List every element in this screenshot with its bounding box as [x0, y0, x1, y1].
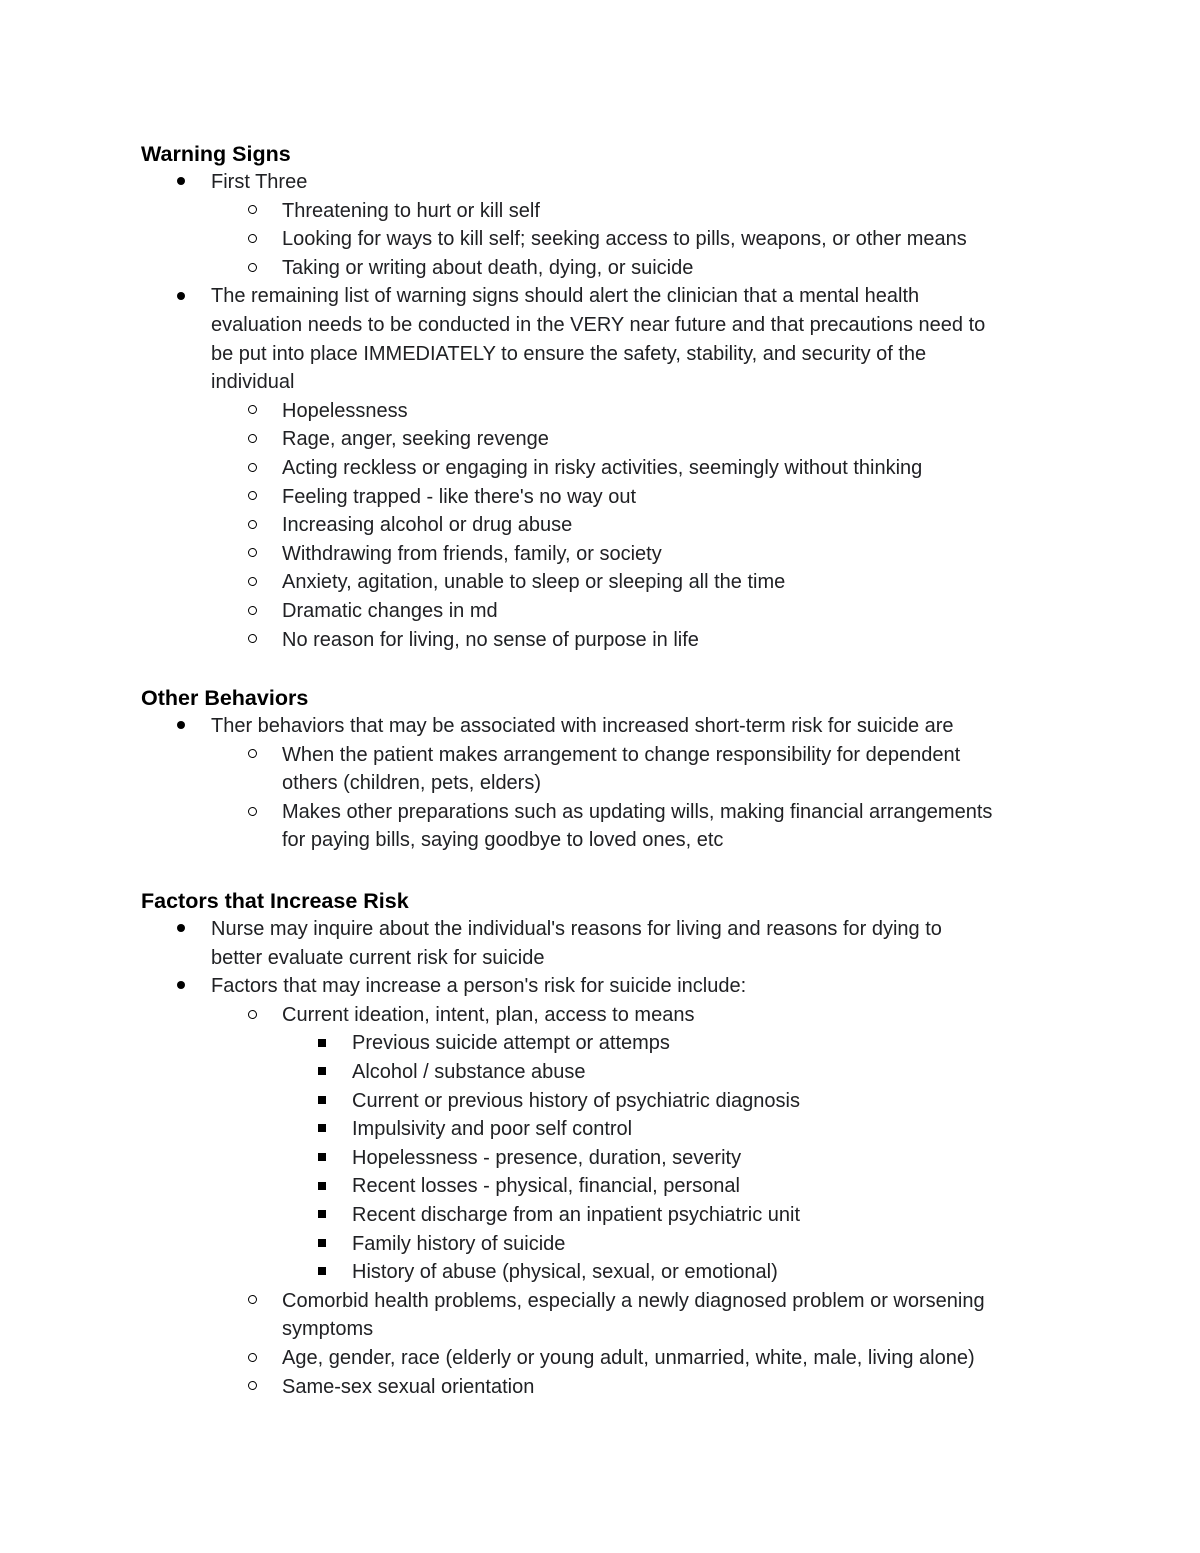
bullet-dot-icon — [171, 972, 191, 1001]
bullet-circle-icon — [242, 540, 262, 569]
list-item: Dramatic changes in md — [141, 597, 1071, 626]
bullet-circle-icon — [242, 197, 262, 226]
list-item: Ther behaviors that may be associated with increased short-term risk for suicide are — [141, 712, 1071, 741]
list-item: Looking for ways to kill self; seeking access to pills, weapons, or other means — [141, 225, 1071, 254]
list-item: Previous suicide attempt or attemps — [141, 1029, 1071, 1058]
bullet-square-icon — [312, 1058, 332, 1087]
heading-factors-risk: Factors that Increase Risk — [141, 889, 409, 913]
bullet-circle-icon — [242, 397, 262, 426]
list-item: Acting reckless or engaging in risky activities, seemingly without thinking — [141, 454, 1071, 483]
list-item: Threatening to hurt or kill self — [141, 197, 1071, 226]
bullet-circle-icon — [242, 597, 262, 626]
list-item: The remaining list of warning signs should alert the clinician that a mental health — [141, 282, 1071, 311]
list-item: Current ideation, intent, plan, access to means — [141, 1001, 1071, 1030]
list-item: First Three — [141, 168, 1071, 197]
list-item-continuation: others (children, pets, elders) — [282, 772, 542, 795]
list-item: Hopelessness — [141, 397, 1071, 426]
heading-warning-signs: Warning Signs — [141, 142, 291, 166]
list-item: Impulsivity and poor self control — [141, 1115, 1071, 1144]
heading-other-behaviors: Other Behaviors — [141, 686, 309, 710]
bullet-circle-icon — [242, 454, 262, 483]
list-item: Rage, anger, seeking revenge — [141, 425, 1071, 454]
bullet-square-icon — [312, 1029, 332, 1058]
section-warning-signs — [141, 140, 1071, 654]
bullet-circle-icon — [242, 741, 262, 770]
list-item: Anxiety, agitation, unable to sleep or sleeping all the time — [141, 568, 1071, 597]
list-item-continuation: be put into place IMMEDIATELY to ensure the safety, stability, and security of the — [211, 342, 927, 365]
list-item: Nurse may inquire about the individual's reasons for living and reasons for dying to — [141, 915, 1071, 944]
list-item-continuation: symptoms — [282, 1318, 374, 1341]
list-item-continuation: individual — [211, 371, 295, 394]
list-item-continuation: for paying bills, saying goodbye to loved ones, etc — [282, 829, 724, 852]
section-factors-risk — [141, 887, 1071, 1401]
list-item: Family history of suicide — [141, 1230, 1071, 1259]
bullet-circle-icon — [242, 225, 262, 254]
bullet-square-icon — [312, 1087, 332, 1116]
bullet-dot-icon — [171, 915, 191, 944]
list-item: Makes other preparations such as updating wills, making financial arrangements — [141, 798, 1071, 827]
bullet-square-icon — [312, 1115, 332, 1144]
bullet-dot-icon — [171, 712, 191, 741]
bullet-circle-icon — [242, 1344, 262, 1373]
bullet-circle-icon — [242, 1287, 262, 1316]
list-item: Age, gender, race (elderly or young adult, unmarried, white, male, living alone) — [141, 1344, 1071, 1373]
bullet-circle-icon — [242, 254, 262, 283]
section-other-behaviors — [141, 684, 1071, 855]
bullet-dot-icon — [171, 282, 191, 311]
bullet-square-icon — [312, 1201, 332, 1230]
list-item: Current or previous history of psychiatric diagnosis — [141, 1087, 1071, 1116]
list-item: Increasing alcohol or drug abuse — [141, 511, 1071, 540]
list-item: Recent losses - physical, financial, personal — [141, 1172, 1071, 1201]
bullet-square-icon — [312, 1172, 332, 1201]
bullet-square-icon — [312, 1144, 332, 1173]
list-item-continuation: better evaluate current risk for suicide — [211, 946, 545, 969]
bullet-circle-icon — [242, 1373, 262, 1402]
list-item: Alcohol / substance abuse — [141, 1058, 1071, 1087]
list-item: When the patient makes arrangement to change responsibility for dependent — [141, 741, 1071, 770]
bullet-circle-icon — [242, 568, 262, 597]
bullet-dot-icon — [171, 168, 191, 197]
list-item: Factors that may increase a person's risk for suicide include: — [141, 972, 1071, 1001]
bullet-circle-icon — [242, 798, 262, 827]
list-item: History of abuse (physical, sexual, or emotional) — [141, 1258, 1071, 1287]
list-item: Withdrawing from friends, family, or society — [141, 540, 1071, 569]
list-item: Feeling trapped - like there's no way out — [141, 483, 1071, 512]
list-item: Recent discharge from an inpatient psychiatric unit — [141, 1201, 1071, 1230]
list-item: Same-sex sexual orientation — [141, 1373, 1071, 1402]
list-item-continuation: evaluation needs to be conducted in the VERY near future and that precautions need to — [211, 313, 986, 336]
bullet-square-icon — [312, 1230, 332, 1259]
bullet-circle-icon — [242, 1001, 262, 1030]
list-item: Comorbid health problems, especially a newly diagnosed problem or worsening — [141, 1287, 1071, 1316]
bullet-circle-icon — [242, 483, 262, 512]
bullet-square-icon — [312, 1258, 332, 1287]
bullet-circle-icon — [242, 626, 262, 655]
bullet-circle-icon — [242, 425, 262, 454]
list-item: Taking or writing about death, dying, or suicide — [141, 254, 1071, 283]
list-item: Hopelessness - presence, duration, severity — [141, 1144, 1071, 1173]
bullet-circle-icon — [242, 511, 262, 540]
list-item: No reason for living, no sense of purpose in life — [141, 626, 1071, 655]
